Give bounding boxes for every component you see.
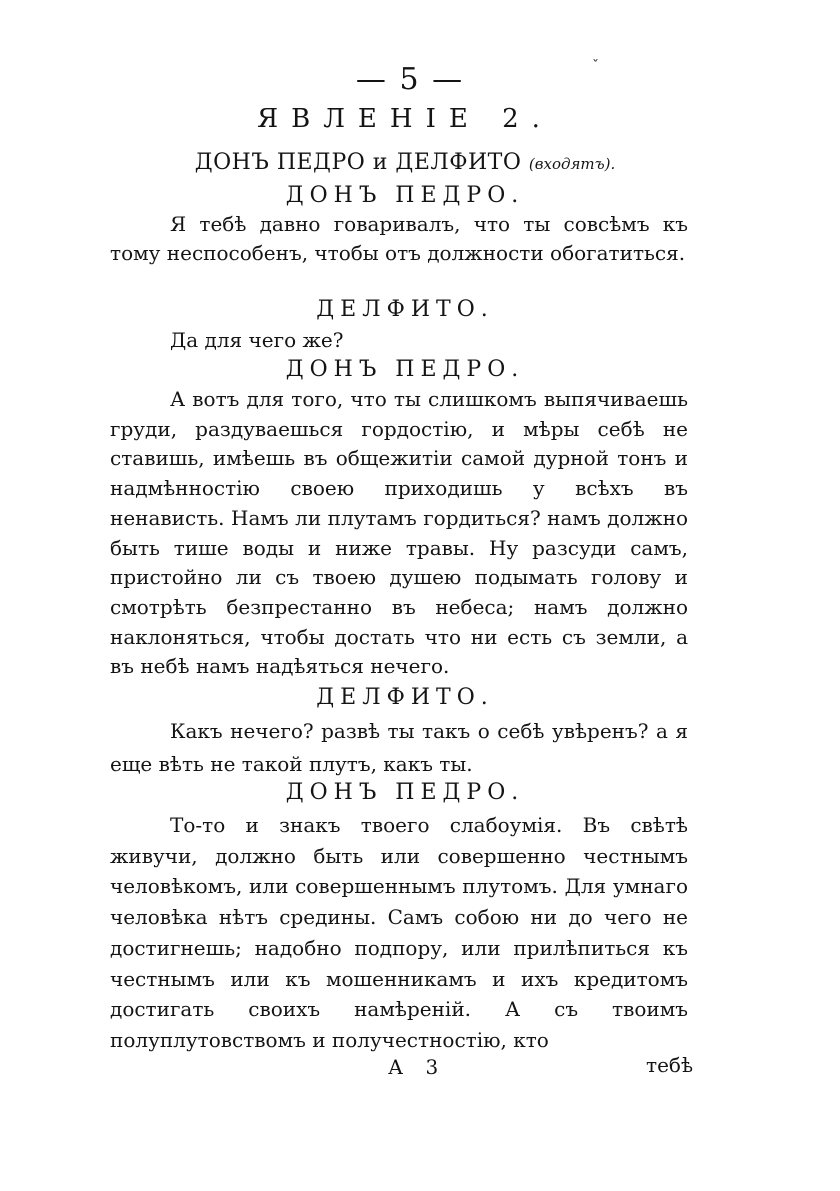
entrance-note: (входятъ).	[528, 155, 616, 173]
speaker-name: ДЕЛФИТО.	[316, 297, 494, 322]
speaker-name: ДОНЪ ПЕДРО.	[285, 183, 525, 208]
signature-mark: А 3	[388, 1055, 447, 1079]
speech-text: Какъ нечего? развѣ ты такъ о себѣ увѣренъ? а я еще вѣть не такой плутъ, какъ ты.	[110, 719, 688, 776]
speaker-name: ДЕЛФИТО.	[316, 685, 494, 710]
catchword: тебѣ	[646, 1053, 694, 1077]
page-number: — 5 —	[355, 62, 465, 97]
stage-direction	[100, 150, 710, 175]
speaker-name: ДОНЪ ПЕДРО.	[285, 780, 525, 805]
speaker-name: ДОНЪ ПЕДРО.	[285, 357, 525, 382]
scene-title: ЯВЛЕНІЕ 2.	[257, 104, 553, 134]
speech-text: То-то и знакъ твоего слабоумія. Въ свѣтѣ живучи, должно быть или совершенно честнымъ человѣкомъ, или совершеннымъ плутомъ. Для умнаго человѣка нѣтъ средины. Самъ собою ни до чего не достигнешь; надобно подпору, или прилѣпиться къ честнымъ или къ мошенникамъ и ихъ кредитомъ достигать своихъ намѣреній. А съ твоимъ полуплутовствомъ и получестностію, кто	[110, 813, 688, 1052]
speech-text: А вотъ для того, что ты слишкомъ выпячиваешь груди, раздуваешься гордостію, и мѣры себѣ не ставишь, имѣешь въ общежитіи самой дурной тонъ и надмѣнностію своею приходишь у всѣхъ въ ненависть. Намъ ли плутамъ гордиться? намъ должно быть тише воды и ниже травы. Ну разсуди самъ, пристойно ли съ твоею душею подымать голову и смотрѣть безпрестанно въ небеса; намъ должно наклоняться, чтобы достать что ни есть съ земли, а въ небѣ намъ надѣяться нечего.	[110, 387, 688, 679]
speech-text: Да для чего же?	[170, 328, 344, 352]
speech-text: Я тебѣ давно говаривалъ, что ты совсѣмъ къ тому неспособенъ, чтобы отъ должности обогатиться.	[110, 212, 688, 265]
ink-speck: ˇ	[592, 58, 599, 74]
entering-characters: ДОНЪ ПЕДРО и ДЕЛФИТО	[194, 150, 522, 175]
